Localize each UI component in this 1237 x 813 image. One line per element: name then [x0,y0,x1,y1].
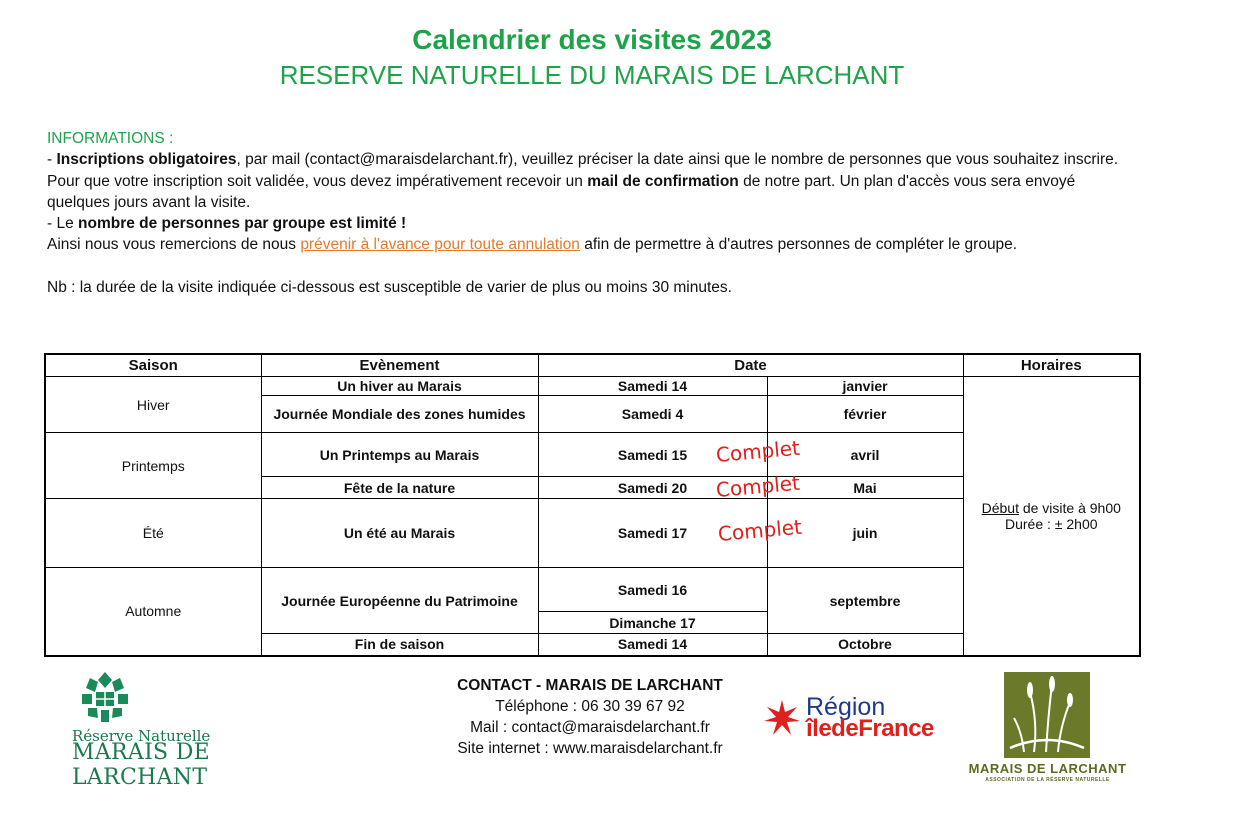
reserve-naturelle-logo [68,668,348,790]
complet-stamp: Complet [714,435,801,467]
day-cell: Samedi 14 [538,634,767,656]
event-cell: Un Printemps au Marais [261,433,538,477]
reed-emblem-icon [1004,672,1090,758]
contact-site[interactable]: Site internet : www.maraisdelarchant.fr [457,740,723,757]
day-cell: Samedi 4 [538,396,767,433]
visit-calendar-table [44,353,1141,657]
month-cell: Octobre [767,634,963,656]
complet-stamp: Complet [716,514,803,546]
region-iledefrance-logo [763,693,973,743]
info-paragraph-1: - Inscriptions obligatoires, par mail (contact@maraisdelarchant.fr), veuillez préciser la date ainsi que le nombre de personnes que vous souhaitez inscrire. [47,151,1119,169]
marais-association-logo [955,672,1140,784]
month-cell: janvier [767,377,963,396]
event-cell: Journée Mondiale des zones humides [261,396,538,433]
reserve-emblem-icon [70,668,140,728]
day-cell: Samedi 15 [538,433,767,477]
event-cell: Fin de saison [261,634,538,656]
info-paragraph-2: Pour que votre inscription soit validée, vous devez impérativement recevoir un mail de confirmation de notre part. Un plan d'accès vous sera envoyé quelques jours avant la visite. [47,172,1076,211]
logo-left-line1: Réserve Naturelle [72,727,211,745]
table-row [45,377,1140,396]
information-block [47,128,1127,298]
day-cell: Samedi 20 [538,477,767,499]
contact-title: CONTACT - MARAIS DE LARCHANT [457,677,723,694]
logo-right-line1: MARAIS DE LARCHANT [968,761,1127,776]
month-cell: avril [767,433,963,477]
event-cell: Journée Européenne du Patrimoine [261,568,538,634]
contact-mail[interactable]: Mail : contact@maraisdelarchant.fr [470,719,710,736]
contact-block [420,675,760,759]
month-cell: Mai [767,477,963,499]
header-evenement: Evènement [261,354,538,377]
page-title: Calendrier des visites 2023 [412,24,772,55]
day-cell: Dimanche 17 [538,612,767,634]
info-paragraph-3: - Le nombre de personnes par groupe est limité ! [47,215,407,233]
logo-left-line2: MARAIS DE LARCHANT [72,740,211,790]
region-line2: îledeFrance [806,715,934,742]
info-heading: INFORMATIONS : [47,130,174,147]
day-cell: Samedi 14 [538,377,767,396]
season-automne: Automne [45,568,261,656]
day-cell: Samedi 17 [538,499,767,568]
month-cell: juin [767,499,963,568]
horaires-cell: Début de visite à 9h00 Durée : ± 2h00 [963,377,1140,656]
event-cell: Un été au Marais [261,499,538,568]
cancellation-link[interactable]: prévenir à l'avance pour toute annulation [300,236,580,254]
season-printemps: Printemps [45,433,261,499]
star-burst-icon [763,699,801,737]
season-hiver: Hiver [45,377,261,433]
header-date: Date [538,354,963,377]
region-line1: Région [806,693,886,721]
month-cell: septembre [767,568,963,634]
month-cell: février [767,396,963,433]
contact-phone: Téléphone : 06 30 39 67 92 [495,698,685,715]
complet-stamp: Complet [714,470,801,502]
page-subtitle: RESERVE NATURELLE DU MARAIS DE LARCHANT [279,60,905,90]
event-cell: Un hiver au Marais [261,377,538,396]
logo-right-line2: ASSOCIATION DE LA RÉSERVE NATURELLE [985,777,1110,783]
info-note: Nb : la durée de la visite indiquée ci-dessous est susceptible de varier de plus ou moins 30 minutes. [47,278,732,296]
season-ete: Été [45,499,261,568]
info-paragraph-4: Ainsi nous vous remercions de nous prévenir à l'avance pour toute annulation afin de permettre à d'autres personnes de compléter le groupe. [47,236,1018,254]
event-cell: Fête de la nature [261,477,538,499]
table-header-row [45,354,1140,377]
day-cell: Samedi 16 [538,568,767,612]
header-horaires: Horaires [963,354,1140,377]
header-saison: Saison [45,354,261,377]
